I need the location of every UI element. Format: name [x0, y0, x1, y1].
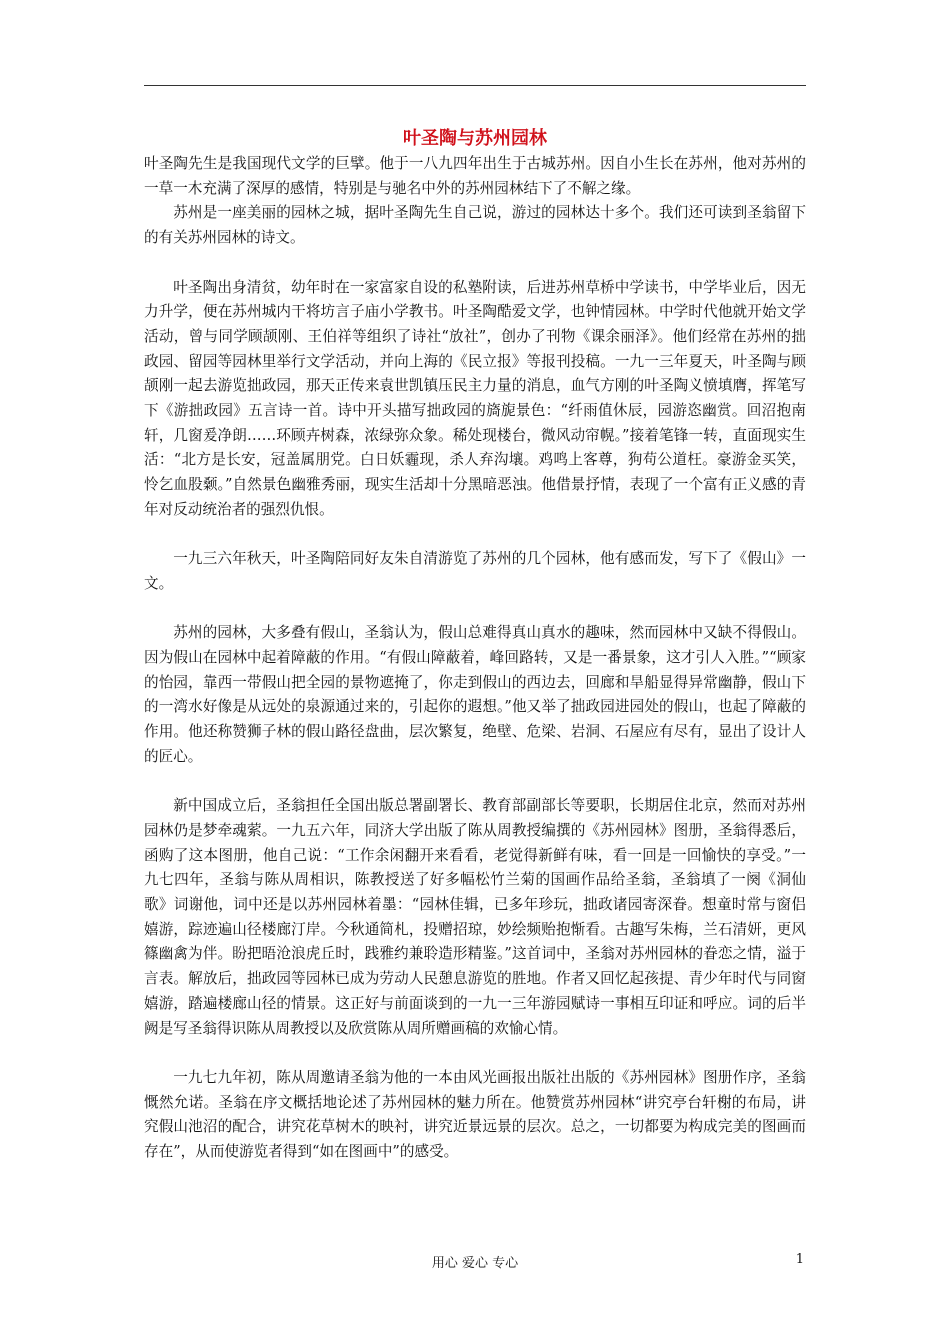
paragraph-intro: 叶圣陶先生是我国现代文学的巨擘。他于一八九四年出生于古城苏州。因自小生长在苏州，他对苏州的一草一木充满了深厚的感情，特别是与驰名中外的苏州园林结下了不解之缘。 [144, 155, 806, 197]
paragraph-garden-city: 苏州是一座美丽的园林之城，据叶圣陶先生自己说，游过的园林达十多个。我们还可读到圣翁留下的有关苏州园林的诗文。 [144, 204, 806, 247]
paragraph-spacer [144, 1041, 806, 1066]
article-body [144, 152, 806, 1165]
paragraph-1979-preface: 一九七九年初，陈从周邀请圣翁为他的一本由风光画报出版社出版的《苏州园林》图册作序，圣翁慨然允诺。圣翁在序文概括地论述了苏州园林的魅力所在。他赞赏苏州园林“讲究亭台轩榭的布局，讲究假山池沼的配合，讲究花草树木的映衬，讲究近景远景的层次。总之，一切都要为构成完美的图画而存在”，从而使游览者得到“如在图画中”的感受。 [144, 1068, 806, 1161]
paragraph-spacer [144, 770, 806, 795]
paragraph-rockery: 苏州的园林，大多叠有假山，圣翁认为，假山总难得真山真水的趣味，然而园林中又缺不得假山。因为假山在园林中起着障蔽的作用。“有假山障蔽着，峰回路转，又是一番景象，这才引人入胜。”“顾家的怡园，靠西一带假山把全园的景物遮掩了，你走到假山的西边去，回廊和旱船显得异常幽静，假山下的一湾水好像是从远处的泉源通过来的，引起你的遐想。”他又举了拙政园进园处的假山，也起了障蔽的作用。他还称赞狮子林的假山路径盘曲，层次繁复，绝壁、危梁、岩洞、石屋应有尽有，显出了设计人的匠心。 [144, 624, 806, 765]
header-rule [144, 85, 806, 86]
document-title: 叶圣陶与苏州园林 [403, 128, 547, 149]
footer-motto: 用心 爱心 专心 [431, 1256, 519, 1271]
paragraph-1936: 一九三六年秋天，叶圣陶陪同好友朱自清游览了苏州的几个园林，他有感而发，写下了《假山》一文。 [144, 550, 806, 592]
paragraph-spacer [144, 523, 806, 548]
paragraph-spacer [144, 251, 806, 276]
page-number: 1 [795, 1252, 804, 1267]
paragraph-post-1949: 新中国成立后，圣翁担任全国出版总署副署长、教育部副部长等要职，长期居住北京，然而对苏州园林仍是梦牵魂萦。一九五六年，同济大学出版了陈从周教授编撰的《苏州园林》图册，圣翁得悉后，函购了这本图册，他自己说：“工作余闲翻开来看看，老觉得新鲜有味，看一回是一回愉快的享受。”一九七四年，圣翁与陈从周相识，陈教授送了好多幅松竹兰菊的国画作品给圣翁，圣翁填了一阕《洞仙歌》词谢他，词中还是以苏州园林着墨：“园林佳辑，已多年珍玩，拙政诸园寄深眷。想童时常与窗侣嬉游，踪迹遍山径楼廊汀岸。今秋通简札，投赠招琼，妙绘频贻抱惭看。古趣写朱梅，兰石清妍，更风篠幽禽为伴。盼把晤沧浪虎丘时，践雅约兼聆造形精鉴。”这首词中，圣翁对苏州园林的眷恋之情，溢于言表。解放后，拙政园等园林已成为劳动人民憩息游览的胜地。作者又回忆起孩提、青少年时代与同窗嬉游，踏遍楼廊山径的情景。这正好与前面谈到的一九一三年游园赋诗一事相互印证和呼应。词的后半阙是写圣翁得识陈从周教授以及欣赏陈从周所赠画稿的欢愉心情。 [144, 797, 806, 1037]
paragraph-youth: 叶圣陶出身清贫，幼年时在一家富家自设的私塾附读，后进苏州草桥中学读书，中学毕业后，因无力升学，便在苏州城内干将坊言子庙小学教书。叶圣陶酷爱文学，也钟情园林。中学时代他就开始文学活动，曾与同学顾颉刚、王伯祥等组织了诗社“放社”，创办了刊物《课余丽泽》。他们经常在苏州的拙政园、留园等园林里举行文学活动，并向上海的《民立报》等报刊投稿。一九一三年夏天，叶圣陶与顾颉刚一起去游览拙政园，那天正传来袁世凯镇压民主力量的消息，血气方刚的叶圣陶义愤填膺，挥笔写下《游拙政园》五言诗一首。诗中开头描写拙政园的旖旎景色：“纤雨值休辰，园游恣幽赏。回沼抱南轩，几窗爰净朗……环顾卉树森，浓绿弥众象。稀处现楼台，微风动帘幌。”接着笔锋一转，直面现实生活：“北方是长安，冠盖属朋党。白日妖霾现，杀人弃沟壤。鸡鸣上客尊，狗苟公道枉。豪游金买笑，怜乞血股颡。”自然景色幽雅秀丽，现实生活却十分黑暗恶浊。他借景抒情，表现了一个富有正义感的青年对反动统治者的强烈仇恨。 [144, 278, 806, 518]
paragraph-spacer [144, 597, 806, 622]
